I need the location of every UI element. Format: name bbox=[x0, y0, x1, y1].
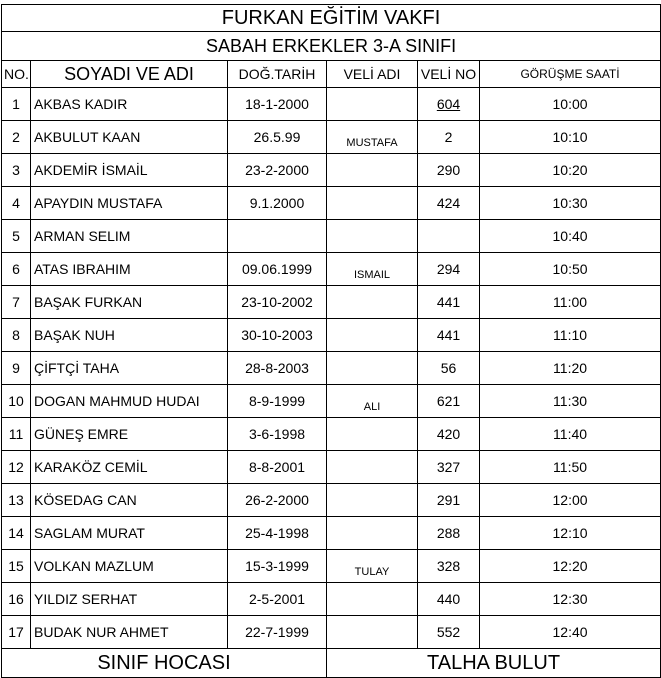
header-parent-name: VELİ ADI bbox=[327, 61, 418, 88]
meeting-time: 10:30 bbox=[480, 187, 661, 220]
table-row bbox=[2, 286, 661, 319]
table-row bbox=[2, 484, 661, 517]
student-name: BAŞAK NUH bbox=[31, 319, 228, 352]
meeting-time: 11:30 bbox=[480, 385, 661, 418]
birth-date: 8-9-1999 bbox=[228, 385, 327, 418]
header-parent-no: VELİ NO bbox=[418, 61, 480, 88]
row-number: 9 bbox=[2, 352, 31, 385]
parent-no: 441 bbox=[418, 286, 480, 319]
birth-date: 09.06.1999 bbox=[228, 253, 327, 286]
student-name: BAŞAK FURKAN bbox=[31, 286, 228, 319]
parent-no: 328 bbox=[418, 550, 480, 583]
table-row bbox=[2, 88, 661, 121]
student-name: AKDEMİR İSMAİL bbox=[31, 154, 228, 187]
birth-date: 26.5.99 bbox=[228, 121, 327, 154]
row-number: 1 bbox=[2, 88, 31, 121]
parent-name bbox=[327, 484, 418, 517]
meeting-time: 10:40 bbox=[480, 220, 661, 253]
student-name: VOLKAN MAZLUM bbox=[31, 550, 228, 583]
parent-no: 288 bbox=[418, 517, 480, 550]
table-row bbox=[2, 517, 661, 550]
parent-name: ISMAIL bbox=[327, 253, 418, 286]
sheet-title: FURKAN EĞİTİM VAKFI bbox=[2, 5, 661, 32]
meeting-time: 12:40 bbox=[480, 616, 661, 649]
parent-no: 291 bbox=[418, 484, 480, 517]
parent-no bbox=[418, 220, 480, 253]
footer-row bbox=[2, 649, 661, 678]
parent-name: MUSTAFA bbox=[327, 121, 418, 154]
parent-no: 440 bbox=[418, 583, 480, 616]
student-table bbox=[1, 4, 661, 678]
birth-date: 9.1.2000 bbox=[228, 187, 327, 220]
meeting-time: 12:00 bbox=[480, 484, 661, 517]
row-number: 4 bbox=[2, 187, 31, 220]
birth-date: 25-4-1998 bbox=[228, 517, 327, 550]
parent-name bbox=[327, 187, 418, 220]
table-row bbox=[2, 616, 661, 649]
header-no: NO. bbox=[2, 61, 31, 88]
header-birth-date: DOĞ.TARİH bbox=[228, 61, 327, 88]
parent-name bbox=[327, 154, 418, 187]
parent-no: 552 bbox=[418, 616, 480, 649]
table-row bbox=[2, 451, 661, 484]
parent-no: 290 bbox=[418, 154, 480, 187]
table-row bbox=[2, 253, 661, 286]
parent-no: 420 bbox=[418, 418, 480, 451]
student-name: ÇİFTÇİ TAHA bbox=[31, 352, 228, 385]
table-row bbox=[2, 550, 661, 583]
student-name: KÖSEDAG CAN bbox=[31, 484, 228, 517]
birth-date: 15-3-1999 bbox=[228, 550, 327, 583]
row-number: 6 bbox=[2, 253, 31, 286]
meeting-time: 10:50 bbox=[480, 253, 661, 286]
birth-date: 18-1-2000 bbox=[228, 88, 327, 121]
parent-no-link[interactable]: 604 bbox=[436, 96, 461, 112]
parent-no: 56 bbox=[418, 352, 480, 385]
meeting-time: 11:00 bbox=[480, 286, 661, 319]
student-name: SAGLAM MURAT bbox=[31, 517, 228, 550]
parent-name bbox=[327, 616, 418, 649]
meeting-time: 10:00 bbox=[480, 88, 661, 121]
parent-name bbox=[327, 451, 418, 484]
table-row bbox=[2, 154, 661, 187]
table-row bbox=[2, 583, 661, 616]
row-number: 13 bbox=[2, 484, 31, 517]
birth-date bbox=[228, 220, 327, 253]
birth-date: 26-2-2000 bbox=[228, 484, 327, 517]
teacher-name: TALHA BULUT bbox=[327, 649, 661, 678]
parent-name: ALI bbox=[327, 385, 418, 418]
parent-no: 294 bbox=[418, 253, 480, 286]
student-name: KARAKÖZ CEMİL bbox=[31, 451, 228, 484]
row-number: 14 bbox=[2, 517, 31, 550]
birth-date: 22-7-1999 bbox=[228, 616, 327, 649]
header-meeting-time: GÖRÜŞME SAATİ bbox=[480, 61, 661, 88]
parent-no: 2 bbox=[418, 121, 480, 154]
birth-date: 3-6-1998 bbox=[228, 418, 327, 451]
parent-no: 424 bbox=[418, 187, 480, 220]
meeting-time: 12:10 bbox=[480, 517, 661, 550]
meeting-time: 10:20 bbox=[480, 154, 661, 187]
parent-name bbox=[327, 319, 418, 352]
student-name: GÜNEŞ EMRE bbox=[31, 418, 228, 451]
student-name: DOGAN MAHMUD HUDAI bbox=[31, 385, 228, 418]
birth-date: 23-10-2002 bbox=[228, 286, 327, 319]
meeting-time: 12:30 bbox=[480, 583, 661, 616]
footer-label: SINIF HOCASI bbox=[2, 649, 327, 678]
meeting-time: 11:50 bbox=[480, 451, 661, 484]
row-number: 17 bbox=[2, 616, 31, 649]
table-row bbox=[2, 385, 661, 418]
meeting-time: 12:20 bbox=[480, 550, 661, 583]
table-row bbox=[2, 319, 661, 352]
meeting-time: 11:20 bbox=[480, 352, 661, 385]
student-name: APAYDIN MUSTAFA bbox=[31, 187, 228, 220]
table-row bbox=[2, 352, 661, 385]
student-name: BUDAK NUR AHMET bbox=[31, 616, 228, 649]
parent-name bbox=[327, 352, 418, 385]
birth-date: 8-8-2001 bbox=[228, 451, 327, 484]
class-subtitle: SABAH ERKEKLER 3-A SINIFI bbox=[2, 32, 661, 61]
parent-no: 327 bbox=[418, 451, 480, 484]
parent-name bbox=[327, 418, 418, 451]
row-number: 3 bbox=[2, 154, 31, 187]
table-row bbox=[2, 418, 661, 451]
row-number: 12 bbox=[2, 451, 31, 484]
row-number: 16 bbox=[2, 583, 31, 616]
row-number: 2 bbox=[2, 121, 31, 154]
birth-date: 30-10-2003 bbox=[228, 319, 327, 352]
table-row bbox=[2, 220, 661, 253]
table-row bbox=[2, 121, 661, 154]
birth-date: 2-5-2001 bbox=[228, 583, 327, 616]
row-number: 15 bbox=[2, 550, 31, 583]
student-name: ATAS IBRAHIM bbox=[31, 253, 228, 286]
header-row bbox=[2, 61, 661, 88]
row-number: 7 bbox=[2, 286, 31, 319]
row-number: 10 bbox=[2, 385, 31, 418]
parent-no: 441 bbox=[418, 319, 480, 352]
row-number: 5 bbox=[2, 220, 31, 253]
birth-date: 28-8-2003 bbox=[228, 352, 327, 385]
birth-date: 23-2-2000 bbox=[228, 154, 327, 187]
meeting-time: 11:10 bbox=[480, 319, 661, 352]
parent-no: 621 bbox=[418, 385, 480, 418]
parent-name: TULAY bbox=[327, 550, 418, 583]
parent-name bbox=[327, 517, 418, 550]
meeting-time: 10:10 bbox=[480, 121, 661, 154]
parent-name bbox=[327, 286, 418, 319]
student-name: YILDIZ SERHAT bbox=[31, 583, 228, 616]
table-row bbox=[2, 187, 661, 220]
parent-no bbox=[418, 88, 480, 121]
header-name: SOYADI VE ADI bbox=[31, 61, 228, 88]
row-number: 8 bbox=[2, 319, 31, 352]
parent-name bbox=[327, 583, 418, 616]
student-name: ARMAN SELIM bbox=[31, 220, 228, 253]
student-name: AKBULUT KAAN bbox=[31, 121, 228, 154]
parent-name bbox=[327, 220, 418, 253]
meeting-time: 11:40 bbox=[480, 418, 661, 451]
row-number: 11 bbox=[2, 418, 31, 451]
student-name: AKBAS KADIR bbox=[31, 88, 228, 121]
parent-name bbox=[327, 88, 418, 121]
